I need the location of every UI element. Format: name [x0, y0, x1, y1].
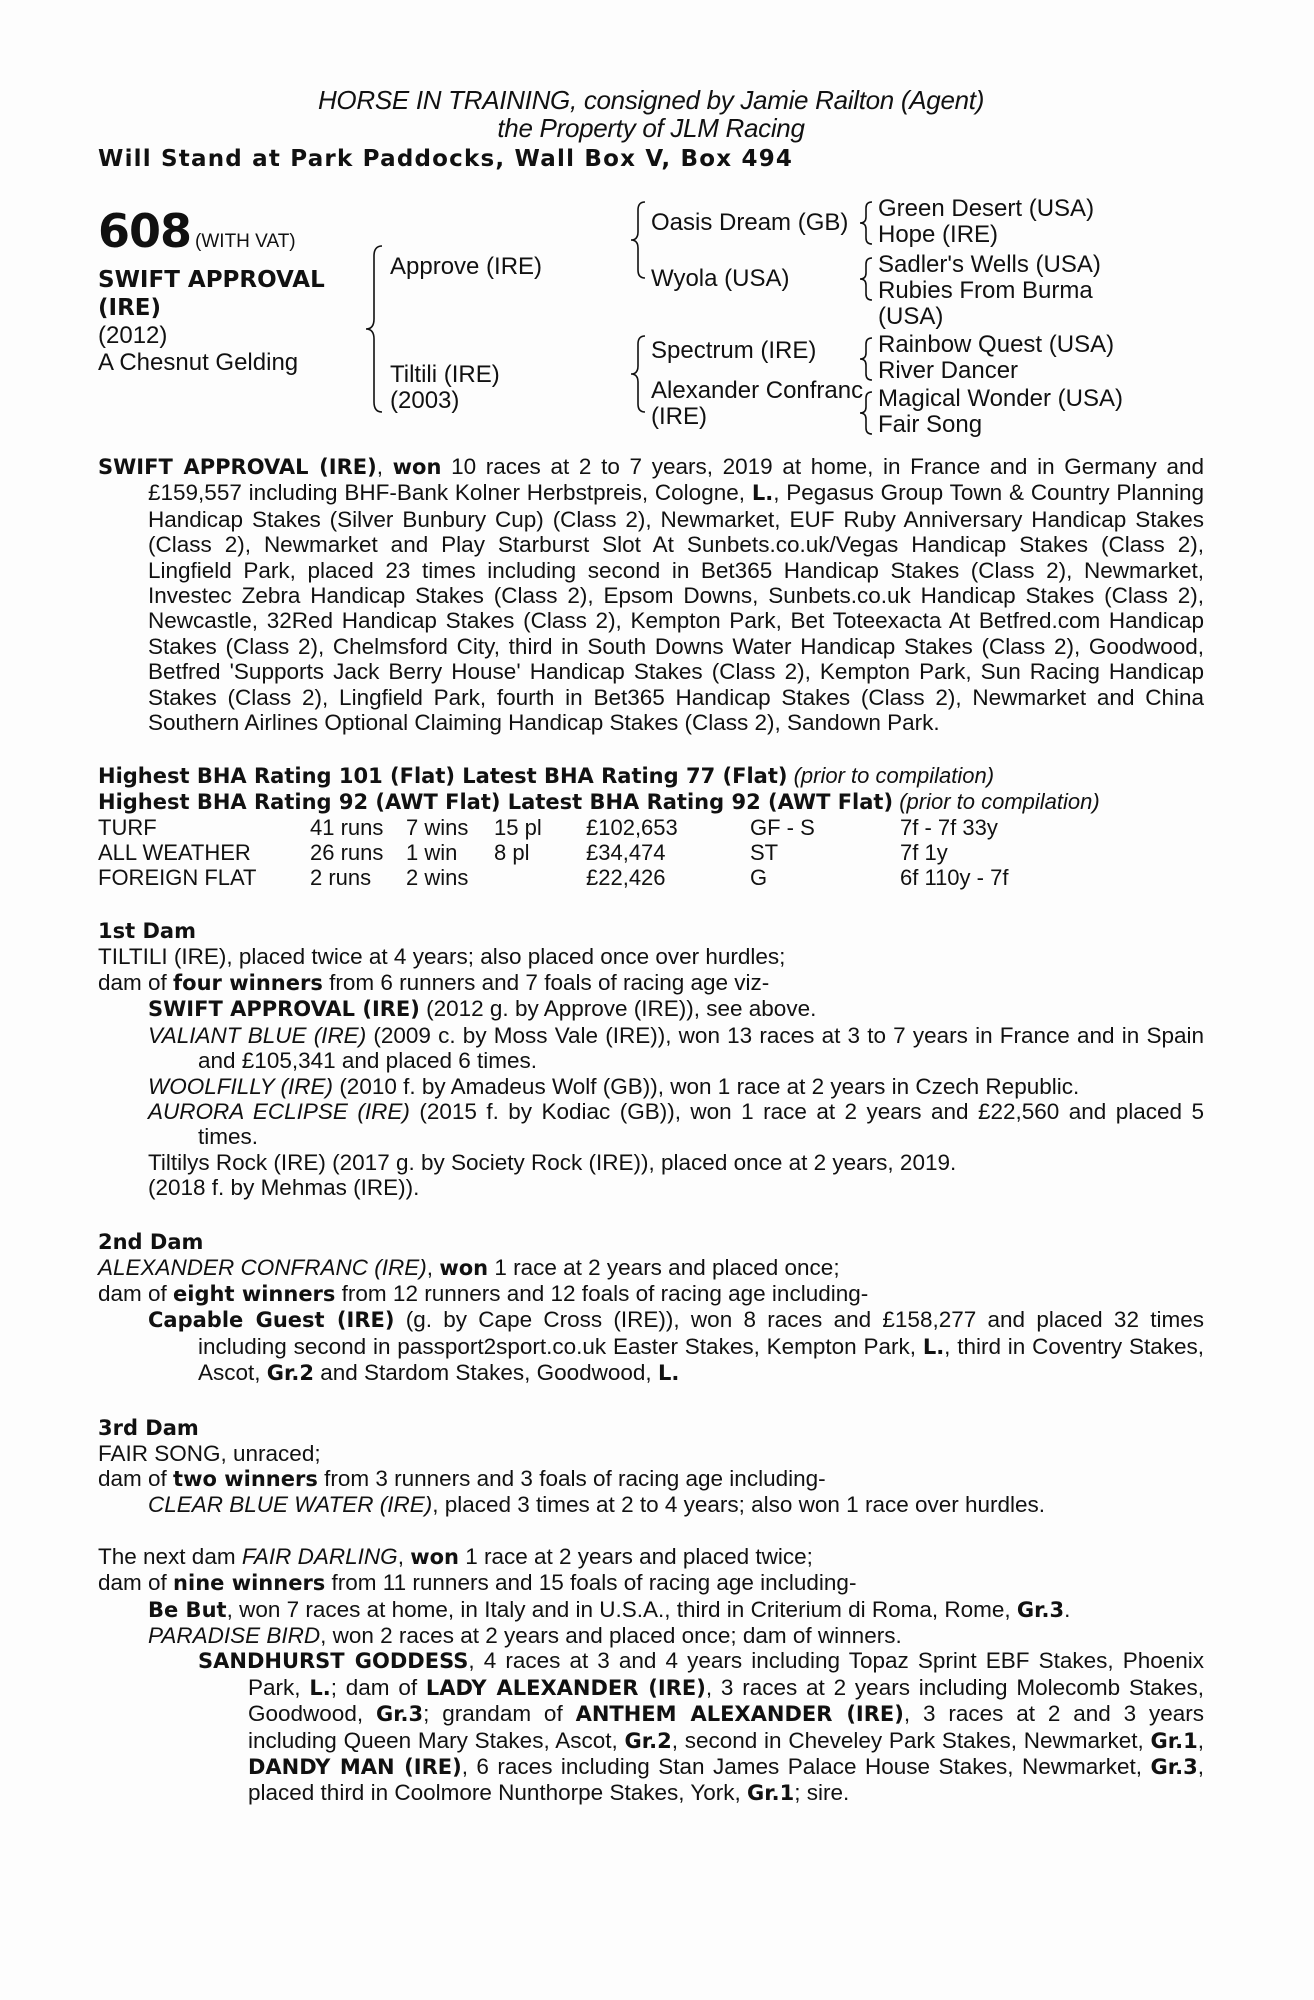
text-run: ANTHEM ALEXANDER (IRE): [575, 1702, 904, 1727]
dam-produce-summary: [98, 970, 1204, 996]
text-run: L.: [657, 1361, 680, 1386]
record-row: [98, 840, 1060, 865]
record-prize: £102,653: [586, 815, 678, 841]
granddam-dam: Rubies From Burma (USA): [878, 277, 1093, 330]
produce-entry: [98, 1023, 1204, 1074]
produce-entry: [98, 1648, 1204, 1806]
text-run: (2012 g. by Approve (IRE)), see above.: [419, 996, 817, 1022]
horse-description: A Chesnut Gelding: [98, 349, 299, 376]
text-run: PARADISE BIRD: [148, 1623, 321, 1648]
record-distance: 7f 1y: [900, 840, 948, 866]
summary-won: won: [392, 455, 442, 479]
awt-rating-note: (prior to compilation): [899, 789, 1100, 815]
text-run: dam of: [98, 1570, 174, 1596]
dam-intro: TILTILI (IRE), placed twice at 4 years; also placed once over hurdles;: [98, 944, 786, 970]
text-run: (2010 f. by Amadeus Wolf (GB)), won 1 race at 2 years in Czech Republic.: [333, 1073, 1080, 1099]
dam-line-bracket-icon: [631, 334, 647, 414]
text-run: dam of: [98, 969, 174, 995]
record-wins: 7 wins: [406, 815, 469, 841]
dam-dam: Alexander Confranc (IRE): [651, 377, 864, 430]
dam-intro: [98, 1544, 1204, 1570]
dam-grandsire-sire: Rainbow Quest (USA): [878, 331, 1115, 358]
text-run: ; sire.: [794, 1780, 850, 1806]
text-run: Gr.1: [747, 1781, 795, 1806]
sire: Approve (IRE): [390, 253, 543, 280]
fourth-dam-section: [98, 1544, 1204, 1807]
third-dam-section: [98, 1441, 1204, 1518]
text-run: (2009 c. by Moss Vale (IRE)), won 13 races at 3 to 7 years in France and in Spain and £105,341 and placed 6 times.: [198, 1022, 1204, 1074]
text-run: eight winners: [173, 1281, 336, 1306]
text-run: four winners: [173, 970, 323, 995]
text-run: Gr.3: [1150, 1755, 1198, 1780]
race-summary: SWIFT APPROVAL (IRE), won 10 races at 2 to 7 years, 2019 at home, in France and in Germany and £159,557 including BHF-Bank Kolner Herbstpreis, Cologne, L., Pegasus Group Town & Country Planning Handicap Stakes (Silver Bunbury Cup) (Class 2), Newmarket, EUF Ruby Anniversary Handicap Stakes (Class 2), Newmarket and Play Starburst Slot At Sunbets.co.uk/Vegas Handicap Stakes (Class 2), Lingfield Park, placed 23 times including second in Bet365 Handicap Stakes (Class 2), Newmarket, Investec Zebra Handicap Stakes (Class 2), Epsom Downs, Sunbets.co.uk Handicap Stakes (Class 2), Newcastle, 32Red Handicap Stakes (Class 2), Kempton Park, Bet Toteexacta At Betfred.com Handicap Stakes (Class 2), Chelmsford City, third in South Downs Water Handicap Stakes (Class 2), Goodwood, Betfred 'Supports Jack Berry House' Handicap Stakes (Class 2), Kempton Park, Sun Racing Handicap Stakes (Class 2), Lingfield Park, fourth in Bet365 Handicap Stakes (Class 2), Newmarket and China Southern Airlines Optional Claiming Handicap Stakes (Class 2), Sandown Park.: [98, 454, 1204, 736]
record-going: GF - S: [750, 815, 815, 841]
summary-horse-name: SWIFT APPROVAL (IRE): [98, 455, 377, 479]
text-run: from 12 runners and 12 foals of racing age including-: [335, 1280, 869, 1306]
record-row: [98, 815, 1060, 840]
summary-text: 10 races at 2 to 7 years, 2019 at home, in France and in Germany and £159,557 including BHF-Bank Kolner Herbstpreis, Cologne,: [148, 454, 1204, 506]
text-run: L.: [922, 1334, 945, 1359]
text-run: , 3 races at 2 years including Molecomb Stakes, Goodwood,: [248, 1674, 1204, 1727]
second-dam-section: [98, 1255, 1204, 1387]
record-placed: [494, 865, 586, 890]
bracket-icon: [860, 200, 874, 246]
text-run: Gr.3: [1016, 1597, 1065, 1622]
record-runs: 26 runs: [310, 840, 384, 866]
record-distance: 6f 110y - 7f: [900, 865, 1009, 891]
text-run: , second in Cheveley Park Stakes, Newmarket,: [671, 1727, 1151, 1753]
sire-line-bracket-icon: [631, 200, 647, 280]
text-run: two winners: [173, 1466, 318, 1491]
text-run: Capable Guest (IRE): [148, 1308, 395, 1333]
lot-heading: [98, 204, 296, 258]
text-run: Gr.3: [375, 1702, 424, 1727]
text-run: FAIR DARLING: [241, 1543, 398, 1569]
text-run: , 4 races at 3 and 4 years including Topaz Sprint EBF Stakes, Phoenix Park,: [248, 1648, 1205, 1700]
dam-granddam-sire: Magical Wonder (USA): [878, 385, 1123, 412]
text-run: from 3 runners and 3 foals of racing age including-: [317, 1465, 826, 1491]
text-run: , placed third in Coolmore Nunthorpe Stakes, York,: [248, 1754, 1204, 1806]
produce-entry: [98, 996, 1204, 1022]
text-run: WOOLFILLY (IRE): [148, 1073, 334, 1099]
text-run: and Stardom Stakes, Goodwood,: [313, 1360, 658, 1386]
bha-ratings: [98, 763, 1204, 815]
text-run: dam of: [98, 1280, 174, 1306]
text-run: LADY ALEXANDER (IRE): [425, 1675, 706, 1700]
awt-rating: Highest BHA Rating 92 (AWT Flat) Latest BHA Rating 92 (AWT Flat): [98, 790, 894, 815]
section-title-2nd-dam: 2nd Dam: [98, 1229, 204, 1254]
listed-badge: L.: [751, 481, 774, 506]
record-surface: ALL WEATHER: [98, 840, 251, 866]
stabling-location: Will Stand at Park Paddocks, Wall Box V, Box 494: [98, 146, 794, 172]
bracket-icon: [860, 256, 874, 302]
section-title-3rd-dam: 3rd Dam: [98, 1415, 199, 1440]
text-run: SWIFT APPROVAL (IRE): [148, 997, 420, 1022]
text-run: ; dam of: [330, 1674, 426, 1700]
foaling-year: (2012): [98, 322, 168, 349]
produce-entry: [98, 1597, 1204, 1623]
dam-intro: ALEXANDER CONFRANC (IRE), won 1 race at 2 years and placed once;: [98, 1254, 840, 1280]
text-run: VALIANT BLUE (IRE): [148, 1022, 367, 1048]
produce-entry: [98, 1307, 1204, 1386]
text-run: CLEAR BLUE WATER (IRE): [148, 1492, 433, 1518]
dam-grandsire-dam: River Dancer: [878, 357, 1019, 384]
record-wins: 2 wins: [406, 865, 469, 891]
dam-produce-summary: [98, 1281, 1204, 1307]
section-title-1st-dam: 1st Dam: [98, 919, 196, 944]
sire-sire: Oasis Dream (GB): [651, 209, 849, 236]
text-run: L.: [309, 1675, 331, 1700]
text-run: won: [410, 1544, 459, 1569]
text-run: Gr.2: [624, 1728, 672, 1753]
record-surface: FOREIGN FLAT: [98, 865, 257, 891]
text-run: , won 2 races at 2 years and placed once; dam of winners.: [320, 1623, 902, 1648]
pedigree-block: [98, 196, 1204, 446]
text-run: 1 race at 2 years and placed twice;: [458, 1543, 813, 1569]
record-runs: 41 runs: [310, 815, 384, 841]
text-run: , placed 3 times at 2 to 4 years; also won 1 race over hurdles.: [432, 1492, 1046, 1518]
text-run: 1 race at 2 years and placed once;: [488, 1254, 840, 1280]
produce-entry: (2018 f. by Mehmas (IRE)).: [148, 1175, 420, 1201]
horse-name: SWIFT APPROVAL (IRE): [98, 267, 325, 321]
lot-number: 608: [98, 204, 192, 258]
text-run: , 3 races at 2 and 3 years including Queen Mary Stakes, Ascot,: [248, 1701, 1204, 1753]
bracket-icon: [860, 336, 874, 382]
produce-entry: [98, 1099, 1204, 1150]
property-line: the Property of JLM Racing: [497, 113, 805, 143]
text-run: .: [1064, 1596, 1071, 1622]
text-run: , 6 races including Stan James Palace House Stakes, Newmarket,: [461, 1754, 1151, 1780]
text-run: ,: [1197, 1727, 1204, 1753]
text-run: ALEXANDER CONFRANC (IRE): [98, 1254, 427, 1280]
text-run: (g. by Cape Cross (IRE)), won 8 races and £158,277 and placed 32 times including second in passport2sport.co.uk Easter Stakes, Kempton Park,: [198, 1307, 1204, 1359]
catalogue-page: [98, 0, 1204, 1807]
produce-entry: [98, 1074, 1204, 1099]
text-run: Be But: [148, 1597, 227, 1622]
text-run: from 6 runners and 7 foals of racing age viz-: [322, 969, 770, 995]
record-going: G: [750, 865, 768, 891]
text-run: The next dam: [98, 1543, 242, 1569]
record-placed: 8 pl: [494, 840, 530, 866]
text-run: SANDHURST GODDESS: [198, 1649, 469, 1674]
flat-rating: Highest BHA Rating 101 (Flat) Latest BHA Rating 77 (Flat): [98, 764, 788, 789]
produce-entry: [98, 1492, 1204, 1517]
text-run: (2015 f. by Kodiac (GB)), won 1 race at 2 years and £22,560 and placed 5 times.: [198, 1098, 1205, 1150]
dam-granddam-dam: Fair Song: [878, 411, 983, 438]
text-run: ,: [397, 1543, 411, 1569]
pedigree-bracket-icon: [366, 244, 386, 414]
text-run: , won 7 races at home, in Italy and in U.S.A., third in Criterium di Roma, Rome,: [226, 1596, 1017, 1622]
bracket-icon: [860, 390, 874, 436]
summary-text: , Pegasus Group Town & Country Planning Handicap Stakes (Silver Bunbury Cup) (Class 2), Newmarket, EUF Ruby Anniversary Handicap Stakes (Class 2), Newmarket and Play Starburst Slot At Sunbets.co.uk/Vegas Handicap Stakes (Class 2), Lingfield Park, placed 23 times including second in Bet365 Handicap Stakes (Class 2), Newmarket, Investec Zebra Handicap Stakes (Class 2), Epsom Downs, Sunbets.co.uk Handicap Stakes (Class 2), Newcastle, 32Red Handicap Stakes (Class 2), Kempton Park, Bet Toteexacta At Betfred.com Handicap Stakes (Class 2), Chelmsford City, third in South Downs Water Handicap Stakes (Class 2), Goodwood, Betfred 'Supports Jack Berry House' Handicap Stakes (Class 2), Kempton Park, Sun Racing Handicap Stakes (Class 2), Lingfield Park, fourth in Bet365 Handicap Stakes (Class 2), Newmarket and China Southern Airlines Optional Claiming Handicap Stakes (Class 2), Sandown Park.: [148, 480, 1204, 736]
record-surface: TURF: [98, 815, 157, 841]
text-run: Gr.2: [266, 1361, 314, 1386]
horse-details: [98, 266, 368, 376]
grandsire-sire: Green Desert (USA): [878, 195, 1095, 222]
dam-intro: FAIR SONG, unraced;: [98, 1440, 321, 1466]
text-run: AURORA ECLIPSE (IRE): [148, 1098, 410, 1124]
granddam-sire: Sadler's Wells (USA): [878, 251, 1101, 278]
record-prize: £22,426: [586, 865, 666, 891]
race-record-table: [98, 815, 1060, 890]
text-run: won: [439, 1255, 489, 1280]
record-row: [98, 865, 1060, 890]
dam-year: (2003): [390, 387, 460, 414]
text-run: Gr.1: [1150, 1728, 1198, 1753]
record-going: ST: [750, 840, 779, 866]
grandsire-dam: Hope (IRE): [878, 221, 999, 248]
dam-produce-summary: [98, 1466, 1204, 1492]
flat-rating-note: (prior to compilation): [793, 763, 995, 789]
produce-entry: [98, 1623, 1204, 1648]
record-prize: £34,474: [586, 840, 666, 866]
text-run: , third in Coventry Stakes, Ascot,: [198, 1333, 1204, 1386]
first-dam-section: [98, 944, 1204, 1200]
dam: Tiltili (IRE): [390, 361, 500, 388]
text-run: from 11 runners and 15 foals of racing age including-: [325, 1570, 857, 1596]
sire-dam: Wyola (USA): [651, 265, 790, 292]
text-run: ; grandam of: [423, 1701, 576, 1727]
text-run: nine winners: [173, 1571, 326, 1596]
vat-note: (WITH VAT): [195, 231, 296, 252]
record-runs: 2 runs: [310, 865, 372, 891]
dam-sire: Spectrum (IRE): [651, 337, 817, 364]
record-wins: 1 win: [406, 840, 458, 866]
dam-produce-summary: [98, 1570, 1204, 1596]
text-run: dam of: [98, 1465, 174, 1491]
consignor-line: HORSE IN TRAINING, consigned by Jamie Railton (Agent): [317, 85, 985, 115]
produce-entry: Tiltilys Rock (IRE) (2017 g. by Society Rock (IRE)), placed once at 2 years, 2019.: [148, 1149, 957, 1175]
text-run: DANDY MAN (IRE): [248, 1755, 462, 1780]
record-distance: 7f - 7f 33y: [900, 815, 998, 841]
record-placed: 15 pl: [494, 815, 542, 841]
